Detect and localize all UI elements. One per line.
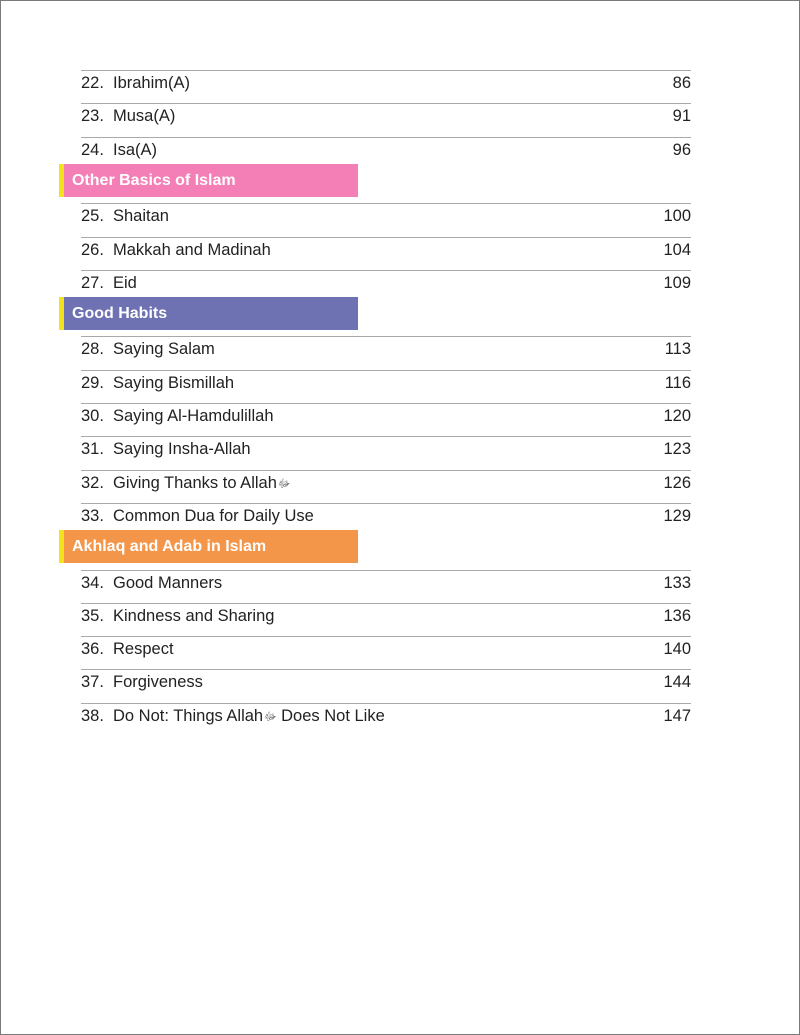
entry-page-number: 86: [672, 74, 691, 92]
entry-title: [113, 606, 274, 626]
entry-page-number: 129: [663, 506, 691, 525]
entry-number: 25.: [81, 207, 104, 226]
entry-title-text: Common Dua for Daily Use: [113, 506, 314, 525]
entry-title: [113, 639, 174, 659]
entry-number: 37.: [81, 673, 104, 692]
entry-page-number: 109: [663, 273, 691, 292]
entry-page-number: 104: [663, 240, 691, 259]
entry-title-text: Ibrahim(A): [113, 74, 191, 92]
entry-page-number: 100: [663, 207, 691, 226]
section-heading: Other Basics of Islam: [59, 164, 358, 197]
entry-title-text: Shaitan: [113, 207, 169, 226]
entry-page-number: 123: [663, 440, 691, 459]
entry-title-text: Saying Bismillah: [113, 373, 235, 392]
honorific-glyph: ﷻ: [264, 710, 277, 723]
entry-title: [113, 573, 222, 593]
entry-number: 35.: [81, 606, 104, 625]
toc-entry[interactable]: [81, 470, 691, 503]
toc-entry[interactable]: [81, 703, 691, 736]
entry-number: 31.: [81, 440, 104, 459]
toc-entry[interactable]: [81, 70, 691, 103]
entry-page-number: 116: [664, 373, 691, 392]
entry-page-number: 126: [663, 473, 691, 492]
toc-entry[interactable]: [81, 603, 691, 636]
toc-entry[interactable]: [81, 436, 691, 469]
toc-entry[interactable]: [81, 237, 691, 270]
toc-entry[interactable]: [81, 636, 691, 669]
entry-title-text: Isa(A): [113, 140, 158, 159]
entry-page-number: 136: [663, 606, 691, 625]
entry-title-text: Saying Al-Hamdulillah: [113, 407, 274, 425]
entry-title-text: Kindness and Sharing: [113, 606, 275, 625]
entry-number: 33.: [81, 506, 104, 525]
entry-title: [113, 273, 137, 293]
entry-title-text: Do Not: Things Allah: [113, 706, 264, 725]
entry-number: 24.: [81, 140, 104, 159]
entry-number: 38.: [81, 706, 104, 725]
toc-entry[interactable]: [81, 370, 691, 403]
entry-page-number: 96: [672, 140, 691, 159]
toc-entry[interactable]: [81, 203, 691, 236]
entry-page-number: 133: [663, 573, 691, 592]
entry-title: [113, 206, 169, 226]
entry-number: 23.: [81, 107, 104, 126]
entry-title-text: Eid: [113, 273, 137, 292]
entry-page-number: 147: [663, 706, 691, 725]
entry-title-text: Forgiveness: [113, 673, 203, 692]
entry-title-text: Musa(A): [113, 107, 176, 126]
entry-title-text: Saying Insha-Allah: [113, 440, 251, 459]
entry-number: 36.: [81, 640, 104, 659]
entry-title: [113, 473, 290, 494]
entry-title: [113, 140, 157, 160]
entry-page-number: 91: [672, 107, 691, 126]
entry-number: 26.: [81, 240, 104, 259]
entry-page-number: 140: [663, 640, 691, 659]
entry-title: [113, 439, 251, 459]
toc-entry[interactable]: [81, 403, 691, 436]
entry-title-text: Giving Thanks to Allah: [113, 473, 277, 492]
entry-page-number: 120: [663, 407, 691, 425]
entry-title: [113, 672, 203, 692]
entry-number: 30.: [81, 407, 104, 425]
entry-number: 29.: [81, 373, 104, 392]
entry-title: [113, 240, 271, 260]
honorific-glyph: ﷻ: [277, 477, 291, 490]
toc-entry[interactable]: [81, 669, 691, 702]
entry-page-number: 113: [664, 340, 691, 359]
toc-entry[interactable]: [81, 103, 691, 136]
entry-title: [113, 339, 215, 359]
toc-entry[interactable]: [81, 336, 691, 369]
entry-title: [113, 106, 175, 126]
entry-title: [113, 406, 274, 426]
entry-title: [113, 506, 314, 526]
entry-title: [113, 706, 385, 727]
entry-title-text: Makkah and Madinah: [113, 240, 271, 259]
entry-title-text: Good Manners: [113, 573, 223, 592]
entry-number: 34.: [81, 573, 104, 592]
entry-number: 22.: [81, 74, 104, 92]
entry-number: 32.: [81, 473, 104, 492]
entry-title-text: Respect: [113, 640, 174, 659]
entry-number: 28.: [81, 340, 104, 359]
toc-entry[interactable]: [81, 570, 691, 603]
entry-title-text: Saying Salam: [113, 340, 215, 359]
entry-title: [113, 73, 190, 93]
section-heading: Good Habits: [59, 297, 358, 330]
section-heading: Akhlaq and Adab in Islam: [59, 530, 358, 563]
entry-title-suffix: Does Not Like: [276, 706, 385, 725]
entry-number: 27.: [81, 273, 104, 292]
entry-title: [113, 373, 234, 393]
entry-page-number: 144: [663, 673, 691, 692]
